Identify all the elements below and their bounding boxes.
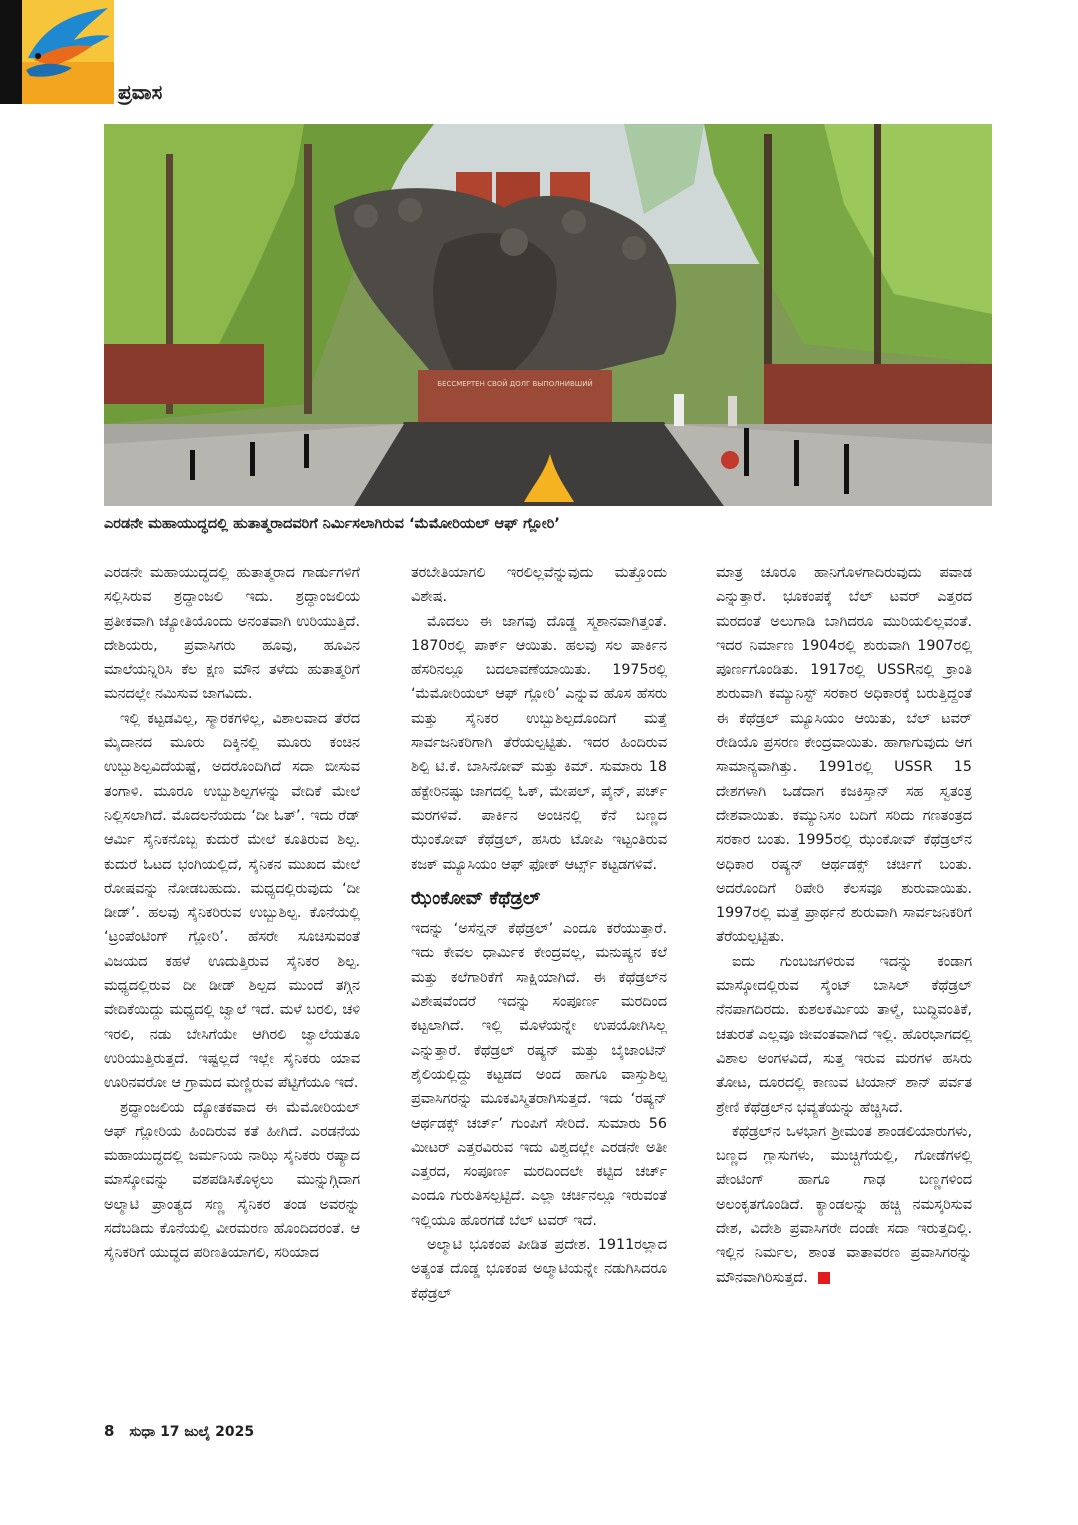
article-column-1 — [104, 561, 360, 1266]
article-column-3 — [716, 561, 972, 1290]
section-title: ಪ್ರವಾಸ — [118, 80, 163, 104]
publication-name: ಸುಧಾ — [129, 1424, 156, 1440]
paragraph-text: ಕೆಥೆಡ್ರಲ್‌ನ ಒಳಭಾಗ ಶ್ರೀಮಂತ ಶಾಂಡಲಿಯಾರುಗಳು, ಬಣ್ಣದ ಗ್ಲಾಸುಗಳು, ಮುಚ್ಚಿಗೆಯಲ್ಲಿ, ಗೋಡೆಗಳಲ್ಲಿ ಪೇಂಟಿಂಗ್ ಹಾಗೂ ಗಾಢ ಬಣ್ಣಗಳಿಂದ ಅಲಂಕೃತಗೊಂಡಿದೆ. ಕ್ಯಾಂಡಲನ್ನು ಹಚ್ಚಿ ನಮಸ್ಕರಿಸುವ ದೇಶ, ವಿದೇಶಿ ಪ್ರವಾಸಿಗರೇ ದಂಡೇ ಸದಾ ಇರುತ್ತದಿಲ್ಲಿ. ಇಲ್ಲಿನ ನಿರ್ಮಲ, ಶಾಂತ ವಾತಾವರಣ ಪ್ರವಾಸಿಗರನ್ನು ಮೌನವಾಗಿರಿಸುತ್ತದೆ. — [716, 1123, 972, 1286]
bird-logo-icon — [22, 0, 114, 104]
article-column-2 — [411, 561, 667, 1306]
paragraph: ಎರಡನೇ ಮಹಾಯುದ್ಧದಲ್ಲಿ ಹುತಾತ್ಮರಾದ ಗಾರ್ಡುಗಳಿಗೆ ಸಲ್ಲಿಸಿರುವ ಶ್ರದ್ಧಾಂಜಲಿ ಇದು. ಶ್ರದ್ಧಾಂಜಲಿಯ ಪ್ರತೀಕವಾಗಿ ಜ್ಯೋತಿಯೊಂದು ಅನಂತವಾಗಿ ಉರಿಯುತ್ತಿದೆ. ದೇಶಿಯರು, ಪ್ರವಾಸಿಗರು ಹೂವು, ಹೂವಿನ ಮಾಲೆಯನ್ನಿರಿಸಿ ಕೆಲ ಕ್ಷಣ ಮೌನ ತಳೆದು ಹುತಾತ್ಮರಿಗೆ ಮನದಲ್ಲೇ ನಮಿಸುವ ಜಾಗವಿದು. — [104, 565, 360, 703]
paragraph: ಇದನ್ನು ‘ಅಸೆನ್ಷನ್ ಕೆಥೆಡ್ರಲ್’ ಎಂದೂ ಕರೆಯುತ್ತಾರೆ. ಇದು ಕೇವಲ ಧಾರ್ಮಿಕ ಕೇಂದ್ರವಲ್ಲ, ಮನುಷ್ಯನ ಕಲೆ ಮತ್ತು ಕಲೆಗಾರಿಕೆಗೆ ಸಾಕ್ಷಿಯಾಗಿದೆ. ಈ ಕೆಥೆಡ್ರಲ್‌ನ ವಿಶೇಷವೆಂದರೆ ಇದನ್ನು ಸಂಪೂರ್ಣ ಮರದಿಂದ ಕಟ್ಟಲಾಗಿದೆ. ಇಲ್ಲಿ ಮೊಳೆಯನ್ನೇ ಉಪಯೋಗಿಸಿಲ್ಲ ಎನ್ನುತ್ತಾರೆ. ಕೆಥೆಡ್ರಲ್ ರಷ್ಯನ್ ಮತ್ತು ಬೈಜಾಂಟಿನ್ ಶೈಲಿಯಲ್ಲಿದ್ದು ಕಟ್ಟಡದ ಅಂದ ಹಾಗೂ ವಾಸ್ತುಶಿಲ್ಪ ಪ್ರವಾಸಿಗರನ್ನು ಮೂಕವಿಸ್ಮಿತರಾಗಿಸುತ್ತದೆ. ಇದು ‘ರಷ್ಯನ್ ಆರ್ಥಡಕ್ಸ್ ಚರ್ಚ್’ ಗುಂಪಿಗೆ ಸೇರಿದೆ. ಸುಮಾರು 56 ಮೀಟರ್ ಎತ್ತರವಿರುವ ಇದು ವಿಶ್ವದಲ್ಲೇ ಎರಡನೇ ಅತೀ ಎತ್ತರದ, ಸಂಪೂರ್ಣ ಮರದಿಂದಲೇ ಕಟ್ಟಿದ ಚರ್ಚ್ ಎಂದೂ ಗುರುತಿಸಲ್ಪಟ್ಟಿದೆ. ಎಲ್ಲಾ ಚರ್ಚಿನಲ್ಲೂ ಇರುವಂತೆ ಇಲ್ಲಿಯೂ ಹೊರಗಡೆ ಬೆಲ್ ಟವರ್ ಇದೆ. — [411, 921, 667, 1229]
memorial-photo — [104, 124, 992, 506]
page-number: 8 — [104, 1422, 115, 1440]
paragraph: ಶ್ರದ್ಧಾಂಜಲಿಯ ದ್ಯೋತಕವಾದ ಈ ಮೆಮೋರಿಯಲ್ ಆಫ್ ಗ್ಲೋರಿಯ ಹಿಂದಿರುವ ಕತೆ ಹೀಗಿದೆ. ಎರಡನೆಯ ಮಹಾಯುದ್ಧದಲ್ಲಿ ಜರ್ಮನಿಯ ನಾಝಿ ಸೈನಿಕರು ರಷ್ಯಾದ ಮಾಸ್ಕೋವನ್ನು ವಶಪಡಿಸಿಕೊಳ್ಳಲು ಮುನ್ನುಗ್ಗಿದಾಗ ಅಲ್ಮಾಟಿ ಪ್ರಾಂತ್ಯದ ಸಣ್ಣ ಸೈನಿಕರ ತಂಡ ಅವರನ್ನು ಸದೆಬಡಿದು ಕೊನೆಯಲ್ಲಿ ವೀರಮರಣ ಹೊಂದಿದರಂತೆ. ಆ ಸೈನಿಕರಿಗೆ ಯುದ್ಧದ ಪರಿಣತಿಯಾಗಲಿ, ಸರಿಯಾದ — [104, 1099, 360, 1262]
paragraph: ಅಲ್ಮಾಟಿ ಭೂಕಂಪ ಪೀಡಿತ ಪ್ರದೇಶ. 1911ರಲ್ಲಾದ ಅತ್ಯಂತ ದೊಡ್ಡ ಭೂಕಂಪ ಅಲ್ಮಾಟಿಯನ್ನೇ ನಡುಗಿಸಿದರೂ ಕೆಥೆಡ್ರಲ್ — [411, 1237, 667, 1302]
page-footer — [104, 1422, 254, 1440]
paragraph: ತರಬೇತಿಯಾಗಲಿ ಇರಲಿಲ್ಲವೆನ್ನುವುದು ಮತ್ತೊಂದು ವಿಶೇಷ. — [411, 565, 667, 606]
photo-caption: ಎರಡನೇ ಮಹಾಯುದ್ಧದಲ್ಲಿ ಹುತಾತ್ಮರಾದವರಿಗೆ ನಿರ್ಮಿಸಲಾಗಿರುವ ‘ಮೆಮೋರಿಯಲ್ ಆಫ್ ಗ್ಲೋರಿ’ — [104, 516, 560, 532]
memorial-sign-text: БЕССМЕРТЕН СВОЙ ДОЛГ ВЫПОЛНИВШИЙ — [437, 380, 593, 388]
paragraph: ಇಲ್ಲಿ ಕಟ್ಟಡವಿಲ್ಲ, ಸ್ಮಾರಕಗಳಿಲ್ಲ, ವಿಶಾಲವಾದ ತೆರೆದ ಮೈದಾನದ ಮೂರು ದಿಕ್ಕಿನಲ್ಲಿ ಮೂರು ಕಂಚಿನ ಉಬ್ಬುಶಿಲ್ಪವಿದೆಯಷ್ಟೆ, ಅದರೊಂದಿಗಿದೆ ಸದಾ ಬೀಸುವ ತಂಗಾಳಿ. ಮೂರೂ ಉಬ್ಬುಶಿಲ್ಪಗಳನ್ನು ವೇದಿಕೆ ಮೇಲೆ ನಿಲ್ಲಿಸಲಾಗಿದೆ. ಮೊದಲನೆಯದು ‘ದೀ ಓತ್’. ಇದು ರೆಡ್ ಆರ್ಮಿ ಸೈನಿಕನೊಬ್ಬ ಕುದುರೆ ಮೇಲೆ ಕೂತಿರುವ ಶಿಲ್ಪ. ಕುದುರೆ ಓಟದ ಭಂಗಿಯಲ್ಲಿದೆ, ಸೈನಿಕನ ಮುಖದ ಮೇಲೆ ರೋಷವನ್ನು ನೋಡಬಹುದು. ಮಧ್ಯದಲ್ಲಿರುವುದು ‘ದೀ ಡೀಡ್’. ಹಲವು ಸೈನಿಕರಿರುವ ಉಬ್ಬುಶಿಲ್ಪ. ಕೊನೆಯಲ್ಲಿ ‘ಟ್ರಂಪೆಂಟಿಂಗ್ ಗ್ಲೋರಿ’. ಹೆಸರೇ ಸೂಚಿಸುವಂತೆ ವಿಜಯದ ಕಹಳೆ ಊದುತ್ತಿರುವ ಸೈನಿಕರ ಶಿಲ್ಪ. ಮಧ್ಯದಲ್ಲಿರುವ ದೀ ಡೀಡ್ ಶಿಲ್ಪದ ಮುಂದೆ ತಗ್ಗಿನ ವೇದಿಕೆಯಿದ್ದು ಮಧ್ಯದಲ್ಲಿ ಜ್ವಾಲೆ ಇದೆ. ಮಳೆ ಬರಲಿ, ಚಳಿ ಇರಲಿ, ನಡು ಬೇಸಿಗೆಯೇ ಆಗಿರಲಿ ಜ್ವಾಲೆಯತೂ ಉರಿಯುತ್ತಿರುತ್ತದೆ. ಇಷ್ಟಲ್ಲದೆ ಇಲ್ಲೇ ಸೈನಿಕರು ಯಾವ ಊರಿನವರೋ ಆ ಗ್ರಾಮದ ಮಣ್ಣಿರುವ ಪೆಟ್ಟಿಗೆಯೂ ಇದೆ. — [104, 710, 360, 1092]
paragraph: ಐದು ಗುಂಬಜಗಳಿರುವ ಇದನ್ನು ಕಂಡಾಗ ಮಾಸ್ಕೋದಲ್ಲಿರುವ ಸೈಂಟ್ ಬಾಸಿಲ್ ಕೆಥೆಡ್ರಲ್ ನೆನಪಾಗದಿರದು. ಕುಶಲಕರ್ಮಿಯ ತಾಳ್ಮೆ, ಬುದ್ಧಿವಂತಿಕೆ, ಚತುರತೆ ಎಲ್ಲವೂ ಜೀವಂತವಾಗಿದೆ ಇಲ್ಲಿ. ಹೊರಭಾಗದಲ್ಲಿ ವಿಶಾಲ ಅಂಗಳವಿದೆ, ಸುತ್ತ ಇರುವ ಮರಗಳ ಹಸಿರು ತೋಟ, ದೂರದಲ್ಲಿ ಕಾಣುವ ಟಿಯಾನ್ ಶಾನ್ ಪರ್ವತ ಶ್ರೇಣಿ ಕೆಥೆಡ್ರಲ್‌ನ ಭವ್ಯತೆಯನ್ನು ಹೆಚ್ಚಿಸಿದೆ. — [716, 953, 972, 1116]
header-black-bar — [0, 0, 22, 104]
paragraph: ಮಾತ್ರ ಚೂರೂ ಹಾನಿಗೊಳಗಾದಿರುವುದು ಪವಾಡ ಎನ್ನುತ್ತಾರೆ. ಭೂಕಂಪಕ್ಕೆ ಬೆಲ್ ಟವರ್ ಎತ್ತರದ ಮರದಂತೆ ಅಲುಗಾಡಿ ಬಾಗಿದರೂ ಮುರಿಯಲಿಲ್ಲವಂತೆ. ಇದರ ನಿರ್ಮಾಣ 1904ರಲ್ಲಿ ಶುರುವಾಗಿ 1907ರಲ್ಲಿ ಪೂರ್ಣಗೊಂಡಿತು. 1917ರಲ್ಲಿ USSRನಲ್ಲಿ ಕ್ರಾಂತಿ ಶುರುವಾಗಿ ಕಮ್ಯುನಿಸ್ಟ್ ಸರಕಾರ ಅಧಿಕಾರಕ್ಕೆ ಬರುತ್ತಿದ್ದಂತೆ ಈ ಕೆಥೆಡ್ರಲ್ ಮ್ಯೂಸಿಯಂ ಆಯಿತು, ಬೆಲ್ ಟವರ್ ರೇಡಿಯೊ ಪ್ರಸರಣ ಕೇಂದ್ರವಾಯಿತು. ಹಾಗಾಗುವುದು ಆಗ ಸಾಮಾನ್ಯವಾಗಿತ್ತು. 1991ರಲ್ಲಿ USSR 15 ದೇಶಗಳಾಗಿ ಒಡೆದಾಗ ಕಜಕಿಸ್ತಾನ್ ಸಹ ಸ್ವತಂತ್ರ ದೇಶವಾಯಿತು. ಕಮ್ಯುನಿಸಂ ಬದಿಗೆ ಸರಿದು ಗಣತಂತ್ರದ ಸರಕಾರ ಬಂತು. 1995ರಲ್ಲಿ ಝೆಂಕೋವ್ ಕೆಥೆಡ್ರಲ್‌ನ ಅಧಿಕಾರ ರಷ್ಯನ್ ಆರ್ಥಡಕ್ಸ್ ಚರ್ಚಿಗೆ ಬಂತು. ಅದರೊಂದಿಗೆ ರಿಪೇರಿ ಕೆಲಸವೂ ಶುರುವಾಯಿತು. 1997ರಲ್ಲಿ ಮತ್ತೆ ಪ್ರಾರ್ಥನೆ ಶುರುವಾಗಿ ಸಾರ್ವಜನಿಕರಿಗೆ ತೆರೆಯಲ್ಪಟ್ಟಿತು. — [716, 565, 972, 946]
issue-date: 17 ಜುಲೈ 2025 — [160, 1424, 255, 1440]
paragraph — [716, 1120, 972, 1290]
paragraph: ಮೊದಲು ಈ ಜಾಗವು ದೊಡ್ಡ ಸ್ಮಶಾನವಾಗಿತ್ತಂತೆ. 1870ರಲ್ಲಿ ಪಾರ್ಕ್ ಆಯಿತು. ಹಲವು ಸಲ ಪಾರ್ಕಿನ ಹೆಸರಿನಲ್ಲೂ ಬದಲಾವಣೆಯಾಯಿತು. 1975ರಲ್ಲಿ ‘ಮೆಮೋರಿಯಲ್ ಆಫ್ ಗ್ಲೋರಿ’ ಎನ್ನುವ ಹೊಸ ಹೆಸರು ಮತ್ತು ಸೈನಿಕರ ಉಬ್ಬುಶಿಲ್ಪದೊಂದಿಗೆ ಮತ್ತೆ ಸಾರ್ವಜನಿಕರಿಗಾಗಿ ತೆರೆಯಲ್ಪಟ್ಟಿತು. ಇದರ ಹಿಂದಿರುವ ಶಿಲ್ಪಿ ಟಿ.ಕೆ. ಬಾಸಿನೋವ್ ಮತ್ತು ಕಿಮ್. ಸುಮಾರು 18 ಹೆಕ್ಟೇರಿನಷ್ಟು ಜಾಗದಲ್ಲಿ ಓಕ್, ಮೇಪಲ್, ಪೈನ್, ಪರ್ಚ್ ಮರಗಳಿವೆ. ಪಾರ್ಕಿನ ಅಂಚಿನಲ್ಲಿ ಕೆನೆ ಬಣ್ಣದ ಝೆಂಕೋವ್ ಕೆಥೆಡ್ರಲ್, ಹಸಿರು ಟೋಪಿ ಇಟ್ಟಂತಿರುವ ಕಜಕ್ ಮ್ಯೂಸಿಯಂ ಆಫ್ ಫೋಕ್ ಆರ್ಟ್ಸ್ ಕಟ್ಟಡಗಳಿವೆ. — [411, 613, 667, 873]
end-mark-icon — [818, 1272, 830, 1284]
subheading: ಝೆಂಕೋವ್ ಕೆಥೆಡ್ರಲ್ — [411, 887, 541, 909]
